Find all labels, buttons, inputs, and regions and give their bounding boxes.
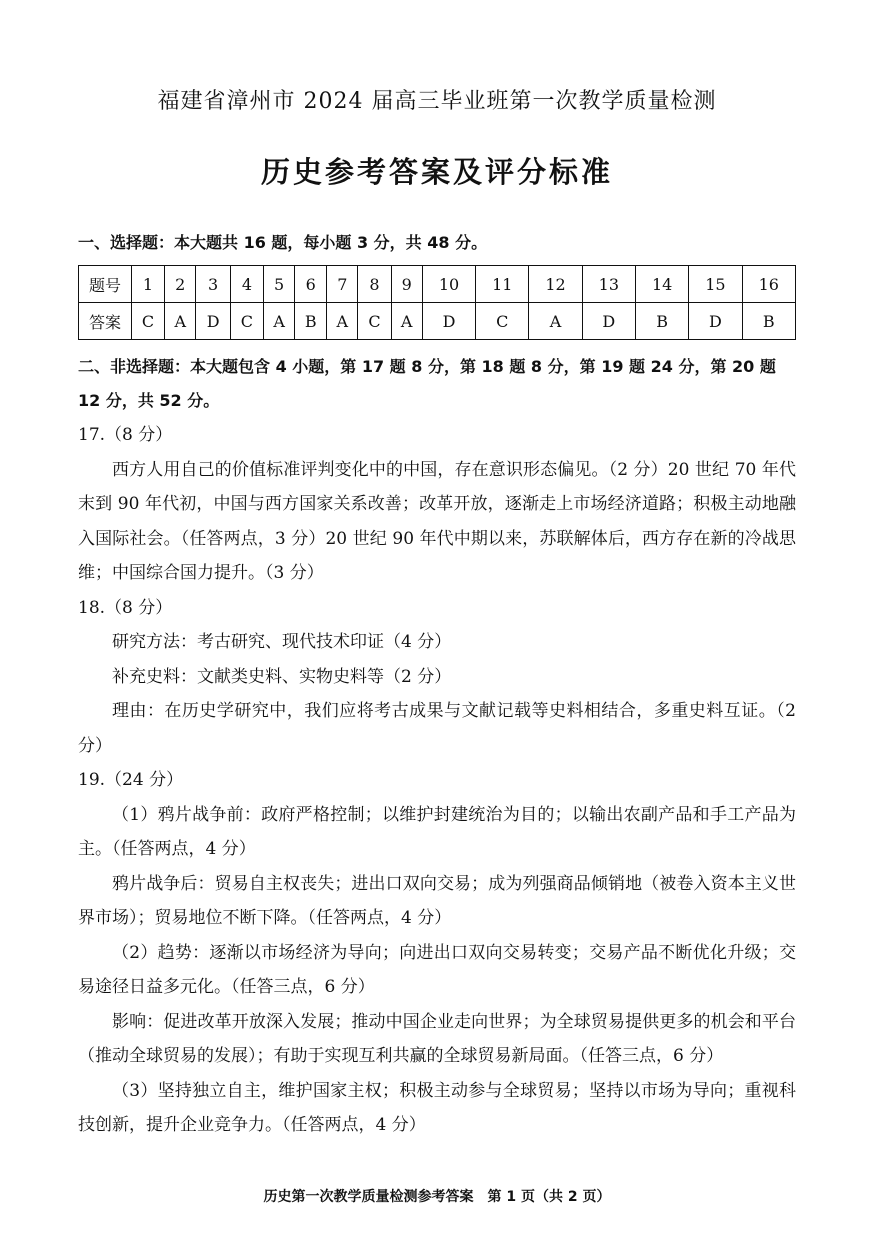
answer-cell: D (422, 303, 475, 340)
answer-cell: A (327, 303, 358, 340)
question-19-answer-1b: 鸦片战争后：贸易自主权丧失；进出口双向交易；成为列强商品倾销地（被卷入资本主义世界市场）；贸易地位不断下降。（任答两点，4 分） (78, 873, 796, 928)
question-number: 11 (476, 266, 529, 303)
question-number: 9 (391, 266, 422, 303)
answer-cell: A (263, 303, 294, 340)
question-18-answer-method: 研究方法：考古研究、现代技术印证（4 分） (112, 632, 452, 652)
answer-cell: B (295, 303, 327, 340)
question-number-row (79, 266, 796, 303)
question-number: 8 (358, 266, 391, 303)
answer-cell: D (689, 303, 742, 340)
answer-body (78, 418, 796, 1143)
row-label-number: 题号 (79, 266, 132, 303)
question-number: 5 (263, 266, 294, 303)
section2-heading: 二、非选择题：本大题包含 4 小题，第 17 题 8 分，第 18 题 8 分，第 19 题 24 分，第 20 题 12 分，共 52 分。 (78, 357, 776, 410)
question-19-answer-1a: （1）鸦片战争前：政府严格控制；以维护封建统治为目的；以输出农副产品和手工产品为主。（任答两点，4 分） (78, 804, 796, 859)
question-number: 4 (230, 266, 263, 303)
question-18-label: 18.（8 分） (78, 597, 173, 618)
question-number: 3 (196, 266, 231, 303)
section1-heading: 一、选择题：本大题共 16 题，每小题 3 分，共 48 分。 (78, 233, 488, 252)
question-number: 13 (582, 266, 635, 303)
question-number: 16 (742, 266, 795, 303)
answer-cell: C (476, 303, 529, 340)
answer-cell: D (196, 303, 231, 340)
question-17-label: 17.（8 分） (78, 425, 173, 445)
question-19-answer-2a: （2）趋势：逐渐以市场经济为导向；向进出口双向交易转变；交易产品不断优化升级；交易途径日益多元化。（任答三点，6 分） (78, 942, 796, 997)
answer-row (79, 303, 796, 340)
question-number: 12 (529, 266, 582, 303)
page-footer: 历史第一次教学质量检测参考答案 第 1 页（共 2 页） (263, 1189, 611, 1205)
question-number: 2 (165, 266, 196, 303)
question-19-answer-3: （3）坚持独立自主，维护国家主权；积极主动参与全球贸易；坚持以市场为导向；重视科技创新，提升企业竞争力。（任答两点，4 分） (78, 1080, 796, 1135)
question-19-answer-2b: 影响：促进改革开放深入发展；推动中国企业走向世界；为全球贸易提供更多的机会和平台（推动全球贸易的发展）；有助于实现互利共赢的全球贸易新局面。（任答三点，6 分） (78, 1011, 796, 1066)
answer-cell: C (230, 303, 263, 340)
question-18-answer-reason: 理由：在历史学研究中，我们应将考古成果与文献记载等史料相结合，多重史料互证。（2 分） (78, 701, 796, 756)
exam-title: 福建省漳州市 2024 届高三毕业班第一次教学质量检测 (157, 89, 717, 114)
answer-cell: D (582, 303, 635, 340)
question-number: 6 (295, 266, 327, 303)
answer-cell: A (165, 303, 196, 340)
answer-table (78, 265, 796, 340)
answer-cell: A (529, 303, 582, 340)
question-number: 14 (635, 266, 688, 303)
answer-cell: C (132, 303, 165, 340)
question-17-answer: 西方人用自己的价值标准评判变化中的中国，存在意识形态偏见。（2 分）20 世纪 70 年代末到 90 年代初，中国与西方国家关系改善；改革开放，逐渐走上市场经济道路；积极主动地融入国际社会。（任答两点，3 分）20 世纪 90 年代中期以来，苏联解体后，西方存在新的冷战思维；中国综合国力提升。（3 分） (78, 459, 796, 583)
question-18-answer-sources: 补充史料：文献类史料、实物史料等（2 分） (112, 666, 452, 687)
answer-cell: C (358, 303, 391, 340)
question-number: 15 (689, 266, 742, 303)
question-number: 7 (327, 266, 358, 303)
question-19-label: 19.（24 分） (78, 770, 184, 790)
answer-cell: A (391, 303, 422, 340)
answer-cell: B (742, 303, 795, 340)
answer-cell: B (635, 303, 688, 340)
question-number: 10 (422, 266, 475, 303)
row-label-answer: 答案 (79, 303, 132, 340)
document-subtitle: 历史参考答案及评分标准 (260, 155, 613, 189)
question-number: 1 (132, 266, 165, 303)
